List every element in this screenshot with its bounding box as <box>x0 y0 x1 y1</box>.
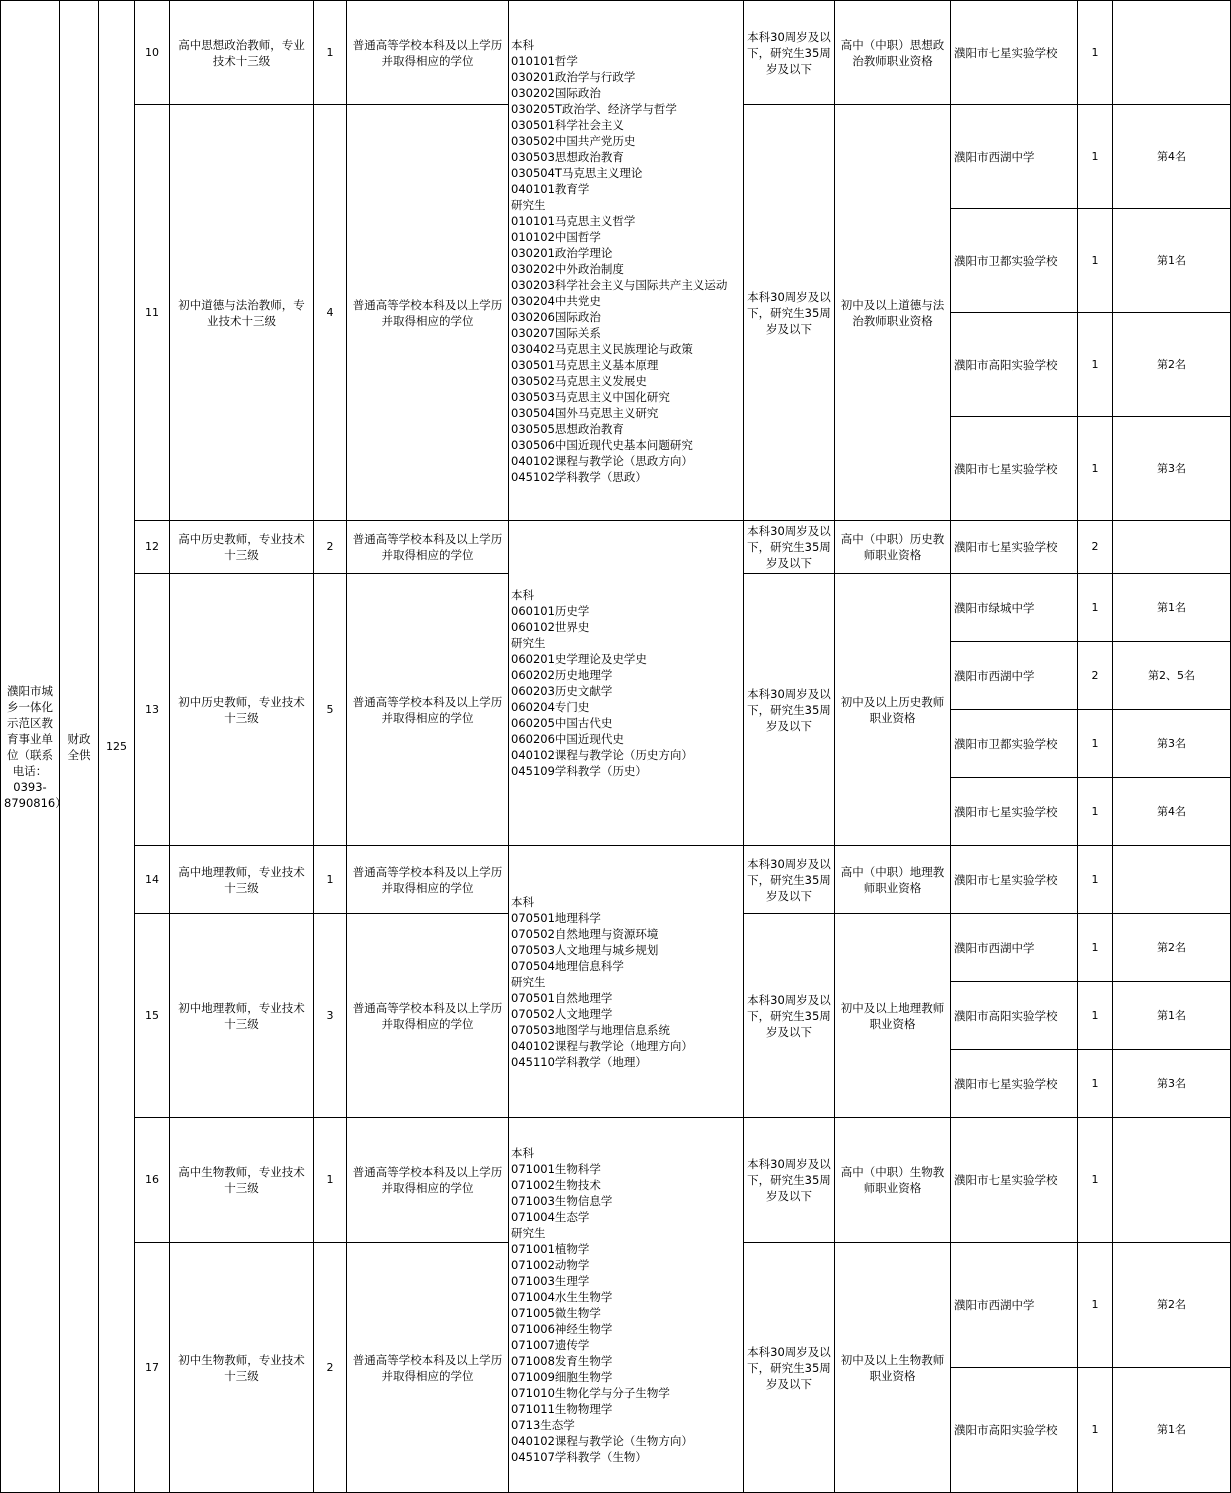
school-name: 濮阳市卫都实验学校 <box>951 710 1078 778</box>
post-count: 4 <box>314 105 347 521</box>
age-requirement: 本科30周岁及以下，研究生35周岁及以下 <box>744 914 835 1118</box>
majors-history: 本科 060101历史学 060102世界史 研究生 060201史学理论及史学史 060202历史地理学 060203历史文献学 060204专门史 060205中国古代史 060206中国近现代史 040102课程与教学论（历史方向） 045109学科教学（历史） <box>509 521 744 846</box>
post-count: 5 <box>314 574 347 846</box>
post-count: 1 <box>314 1 347 105</box>
post-count: 3 <box>314 914 347 1118</box>
school-count: 1 <box>1078 1118 1113 1243</box>
age-requirement: 本科30周岁及以下，研究生35周岁及以下 <box>744 1 835 105</box>
post-count: 2 <box>314 1243 347 1493</box>
school-name: 濮阳市西湖中学 <box>951 1243 1078 1368</box>
school-rank <box>1113 1118 1231 1243</box>
school-count: 1 <box>1078 982 1113 1050</box>
post-name: 高中生物教师，专业技术十三级 <box>170 1118 314 1243</box>
total-count: 125 <box>99 1 135 1493</box>
school-count: 1 <box>1078 417 1113 521</box>
age-requirement: 本科30周岁及以下，研究生35周岁及以下 <box>744 521 835 574</box>
degree-requirement: 普通高等学校本科及以上学历并取得相应的学位 <box>347 105 509 521</box>
degree-requirement: 普通高等学校本科及以上学历并取得相应的学位 <box>347 846 509 914</box>
school-name: 濮阳市七星实验学校 <box>951 846 1078 914</box>
school-name: 濮阳市七星实验学校 <box>951 1 1078 105</box>
age-requirement: 本科30周岁及以下，研究生35周岁及以下 <box>744 105 835 521</box>
table-row <box>1 846 1231 914</box>
certificate-requirement: 高中（中职）生物教师职业资格 <box>835 1118 951 1243</box>
post-number: 15 <box>135 914 170 1118</box>
school-name: 濮阳市西湖中学 <box>951 642 1078 710</box>
school-count: 1 <box>1078 1 1113 105</box>
school-rank <box>1113 846 1231 914</box>
school-rank: 第1名 <box>1113 209 1231 313</box>
degree-requirement: 普通高等学校本科及以上学历并取得相应的学位 <box>347 521 509 574</box>
post-count: 1 <box>314 846 347 914</box>
post-count: 2 <box>314 521 347 574</box>
school-name: 濮阳市七星实验学校 <box>951 778 1078 846</box>
school-rank: 第3名 <box>1113 710 1231 778</box>
school-name: 濮阳市绿城中学 <box>951 574 1078 642</box>
school-count: 1 <box>1078 209 1113 313</box>
school-count: 1 <box>1078 1368 1113 1493</box>
school-rank: 第2、5名 <box>1113 642 1231 710</box>
school-name: 濮阳市七星实验学校 <box>951 521 1078 574</box>
table-row <box>1 1 1231 105</box>
majors-geography: 本科 070501地理科学 070502自然地理与资源环境 070503人文地理与城乡规划 070504地理信息科学 研究生 070501自然地理学 070502人文地理学 070503地图学与地理信息系统 040102课程与教学论（地理方向） 045110学科教学（地理） <box>509 846 744 1118</box>
post-name: 初中历史教师，专业技术十三级 <box>170 574 314 846</box>
school-rank: 第2名 <box>1113 914 1231 982</box>
school-count: 2 <box>1078 521 1113 574</box>
school-name: 濮阳市高阳实验学校 <box>951 982 1078 1050</box>
table-row <box>1 521 1231 574</box>
school-count: 1 <box>1078 574 1113 642</box>
post-number: 13 <box>135 574 170 846</box>
age-requirement: 本科30周岁及以下，研究生35周岁及以下 <box>744 574 835 846</box>
majors-biology: 本科 071001生物科学 071002生物技术 071003生物信息学 071004生态学 研究生 071001植物学 071002动物学 071003生理学 071004水生生物学 071005微生物学 071006神经生物学 071007遗传学 071008发育生物学 071009细胞生物学 071010生物化学与分子生物学 071011生物物理学 0713生态学 040102课程与教学论（生物方向） 045107学科教学（生物） <box>509 1118 744 1493</box>
school-count: 1 <box>1078 1243 1113 1368</box>
school-count: 1 <box>1078 710 1113 778</box>
post-number: 11 <box>135 105 170 521</box>
school-rank <box>1113 1 1231 105</box>
school-name: 濮阳市西湖中学 <box>951 914 1078 982</box>
post-name: 初中道德与法治教师，专业技术十三级 <box>170 105 314 521</box>
school-rank: 第3名 <box>1113 1050 1231 1118</box>
school-count: 1 <box>1078 914 1113 982</box>
school-rank: 第2名 <box>1113 1243 1231 1368</box>
post-number: 17 <box>135 1243 170 1493</box>
unit-name: 濮阳市城乡一体化示范区教育事业单位（联系电话：0393-8790816） <box>1 1 60 1493</box>
age-requirement: 本科30周岁及以下，研究生35周岁及以下 <box>744 846 835 914</box>
certificate-requirement: 初中及以上地理教师职业资格 <box>835 914 951 1118</box>
school-rank: 第3名 <box>1113 417 1231 521</box>
school-count: 1 <box>1078 846 1113 914</box>
school-count: 1 <box>1078 1050 1113 1118</box>
school-name: 濮阳市高阳实验学校 <box>951 1368 1078 1493</box>
post-number: 12 <box>135 521 170 574</box>
table-row <box>1 1118 1231 1243</box>
post-number: 14 <box>135 846 170 914</box>
school-count: 1 <box>1078 778 1113 846</box>
age-requirement: 本科30周岁及以下，研究生35周岁及以下 <box>744 1243 835 1493</box>
certificate-requirement: 初中及以上历史教师职业资格 <box>835 574 951 846</box>
school-rank: 第2名 <box>1113 313 1231 417</box>
post-name: 初中生物教师，专业技术十三级 <box>170 1243 314 1493</box>
degree-requirement: 普通高等学校本科及以上学历并取得相应的学位 <box>347 574 509 846</box>
post-number: 16 <box>135 1118 170 1243</box>
school-rank: 第1名 <box>1113 982 1231 1050</box>
school-name: 濮阳市高阳实验学校 <box>951 313 1078 417</box>
age-requirement: 本科30周岁及以下，研究生35周岁及以下 <box>744 1118 835 1243</box>
school-name: 濮阳市西湖中学 <box>951 105 1078 209</box>
school-rank: 第4名 <box>1113 778 1231 846</box>
degree-requirement: 普通高等学校本科及以上学历并取得相应的学位 <box>347 914 509 1118</box>
post-name: 高中思想政治教师，专业技术十三级 <box>170 1 314 105</box>
school-name: 濮阳市七星实验学校 <box>951 417 1078 521</box>
post-name: 高中历史教师，专业技术十三级 <box>170 521 314 574</box>
school-rank: 第1名 <box>1113 574 1231 642</box>
school-count: 2 <box>1078 642 1113 710</box>
school-count: 1 <box>1078 313 1113 417</box>
school-name: 濮阳市卫都实验学校 <box>951 209 1078 313</box>
post-number: 10 <box>135 1 170 105</box>
degree-requirement: 普通高等学校本科及以上学历并取得相应的学位 <box>347 1243 509 1493</box>
degree-requirement: 普通高等学校本科及以上学历并取得相应的学位 <box>347 1 509 105</box>
school-name: 濮阳市七星实验学校 <box>951 1118 1078 1243</box>
certificate-requirement: 初中及以上生物教师职业资格 <box>835 1243 951 1493</box>
school-rank: 第1名 <box>1113 1368 1231 1493</box>
certificate-requirement: 高中（中职）地理教师职业资格 <box>835 846 951 914</box>
post-count: 1 <box>314 1118 347 1243</box>
school-rank: 第4名 <box>1113 105 1231 209</box>
certificate-requirement: 高中（中职）历史教师职业资格 <box>835 521 951 574</box>
school-count: 1 <box>1078 105 1113 209</box>
degree-requirement: 普通高等学校本科及以上学历并取得相应的学位 <box>347 1118 509 1243</box>
post-name: 初中地理教师，专业技术十三级 <box>170 914 314 1118</box>
majors-politics: 本科 010101哲学 030201政治学与行政学 030202国际政治 030205T政治学、经济学与哲学 030501科学社会主义 030502中国共产党历史 030503思想政治教育 030504T马克思主义理论 040101教育学 研究生 010101马克思主义哲学 010102中国哲学 030201政治学理论 030202中外政治制度 030203科学社会主义与国际共产主义运动 030204中共党史 030206国际政治 030207国际关系 030402马克思主义民族理论与政策 030501马克思主义基本原理 030502马克思主义发展史 030503马克思主义中国化研究 030504国外马克思主义研究 030505思想政治教育 030506中国近现代史基本问题研究 040102课程与教学论（思政方向） 045102学科教学（思政） <box>509 1 744 521</box>
school-name: 濮阳市七星实验学校 <box>951 1050 1078 1118</box>
certificate-requirement: 初中及以上道德与法治教师职业资格 <box>835 105 951 521</box>
school-rank <box>1113 521 1231 574</box>
post-name: 高中地理教师，专业技术十三级 <box>170 846 314 914</box>
certificate-requirement: 高中（中职）思想政治教师职业资格 <box>835 1 951 105</box>
funding-type: 财政全供 <box>60 1 99 1493</box>
